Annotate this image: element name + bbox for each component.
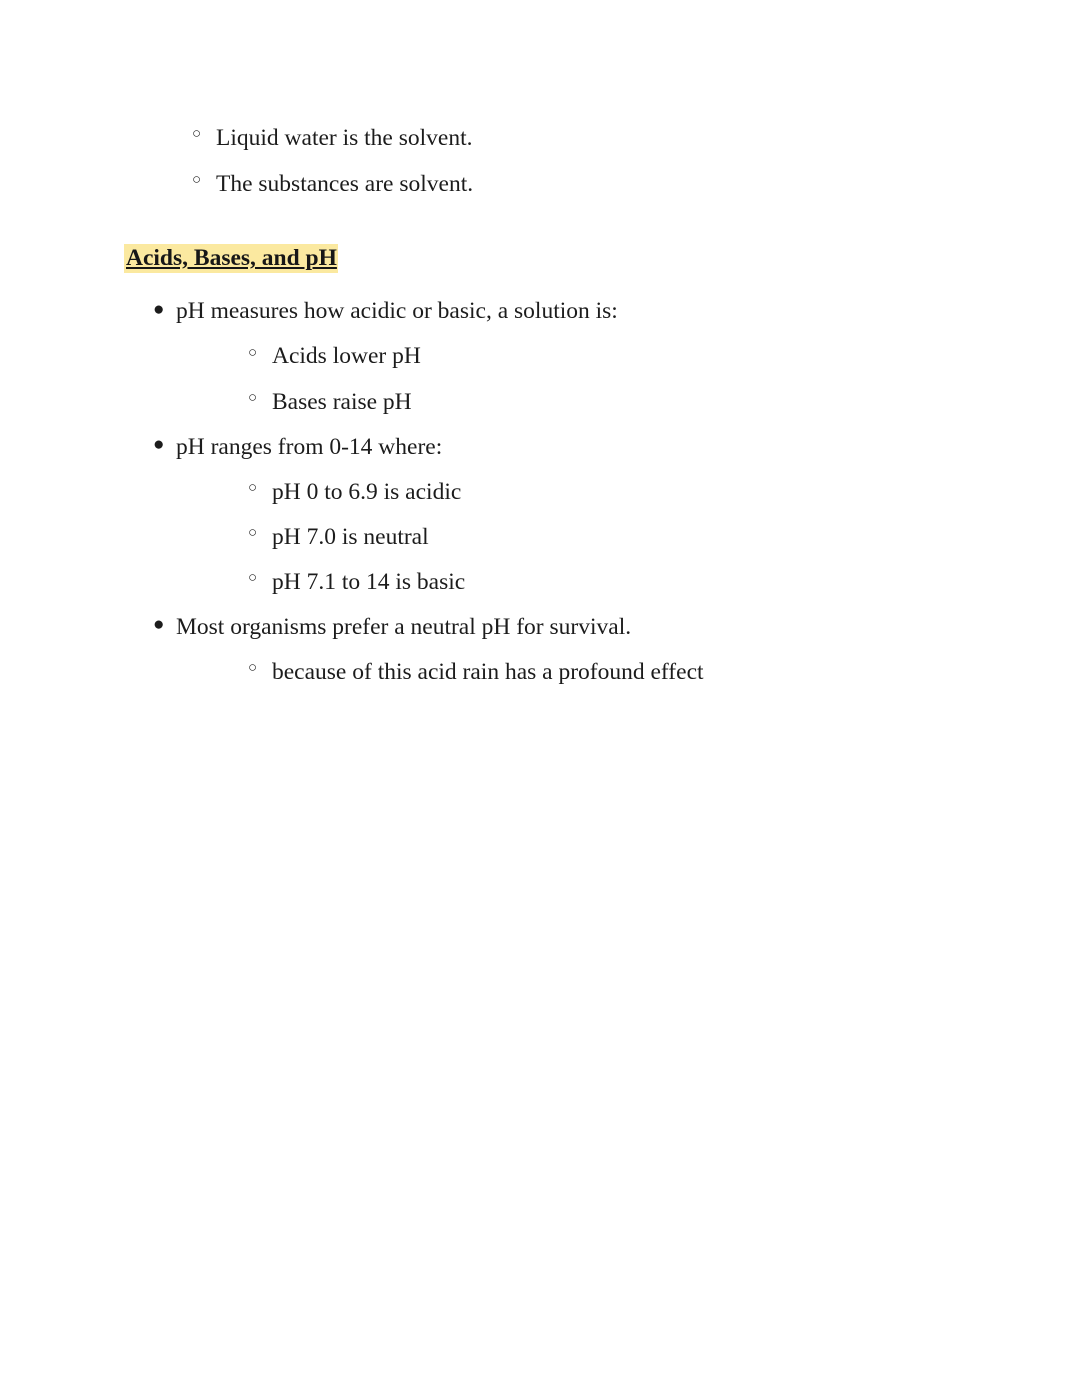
hollow-bullet-icon: ○ [248, 389, 258, 406]
sub-list [176, 339, 960, 418]
disc-bullet-icon: ● [153, 433, 165, 455]
hollow-bullet-icon: ○ [248, 570, 258, 587]
list-item [176, 475, 960, 509]
list-item-label: pH measures how acidic or basic, a solution is: [176, 298, 618, 325]
list-item [120, 430, 960, 599]
hollow-bullet-icon: ○ [248, 344, 258, 361]
hollow-bullet-icon: ○ [248, 660, 258, 677]
disc-bullet-icon: ● [153, 298, 165, 320]
list-item [176, 385, 960, 419]
list-item-label: because of this acid rain has a profound effect [272, 658, 704, 685]
list-item [176, 655, 960, 689]
list-item-label: Bases raise pH [272, 388, 412, 415]
list-item-label: pH 7.0 is neutral [272, 523, 429, 550]
list-item [176, 565, 960, 599]
list-item [176, 520, 960, 554]
section-list [120, 294, 960, 689]
hollow-bullet-icon: ○ [248, 524, 258, 541]
list-item-label: pH 0 to 6.9 is acidic [272, 478, 462, 505]
list-item-label: Most organisms prefer a neutral pH for survival. [176, 613, 632, 640]
hollow-bullet-icon: ○ [192, 126, 202, 143]
disc-bullet-icon: ● [153, 613, 165, 635]
list-item [120, 610, 960, 689]
section-heading-row [120, 241, 960, 276]
section-heading: Acids, Bases, and pH [126, 245, 337, 272]
list-item [120, 121, 960, 155]
list-item [120, 294, 960, 418]
list-item-label: Acids lower pH [272, 343, 421, 370]
list-item-label: The substances are solvent. [216, 171, 474, 198]
list-item-label: Liquid water is the solvent. [216, 125, 473, 151]
intro-list [120, 121, 960, 201]
sub-list [176, 475, 960, 599]
list-item [120, 167, 960, 201]
sub-list [176, 655, 960, 689]
document-body [120, 121, 960, 689]
hollow-bullet-icon: ○ [248, 479, 258, 496]
list-item-label: pH ranges from 0-14 where: [176, 433, 443, 460]
list-item [176, 339, 960, 373]
list-item-label: pH 7.1 to 14 is basic [272, 568, 466, 595]
hollow-bullet-icon: ○ [192, 172, 202, 189]
